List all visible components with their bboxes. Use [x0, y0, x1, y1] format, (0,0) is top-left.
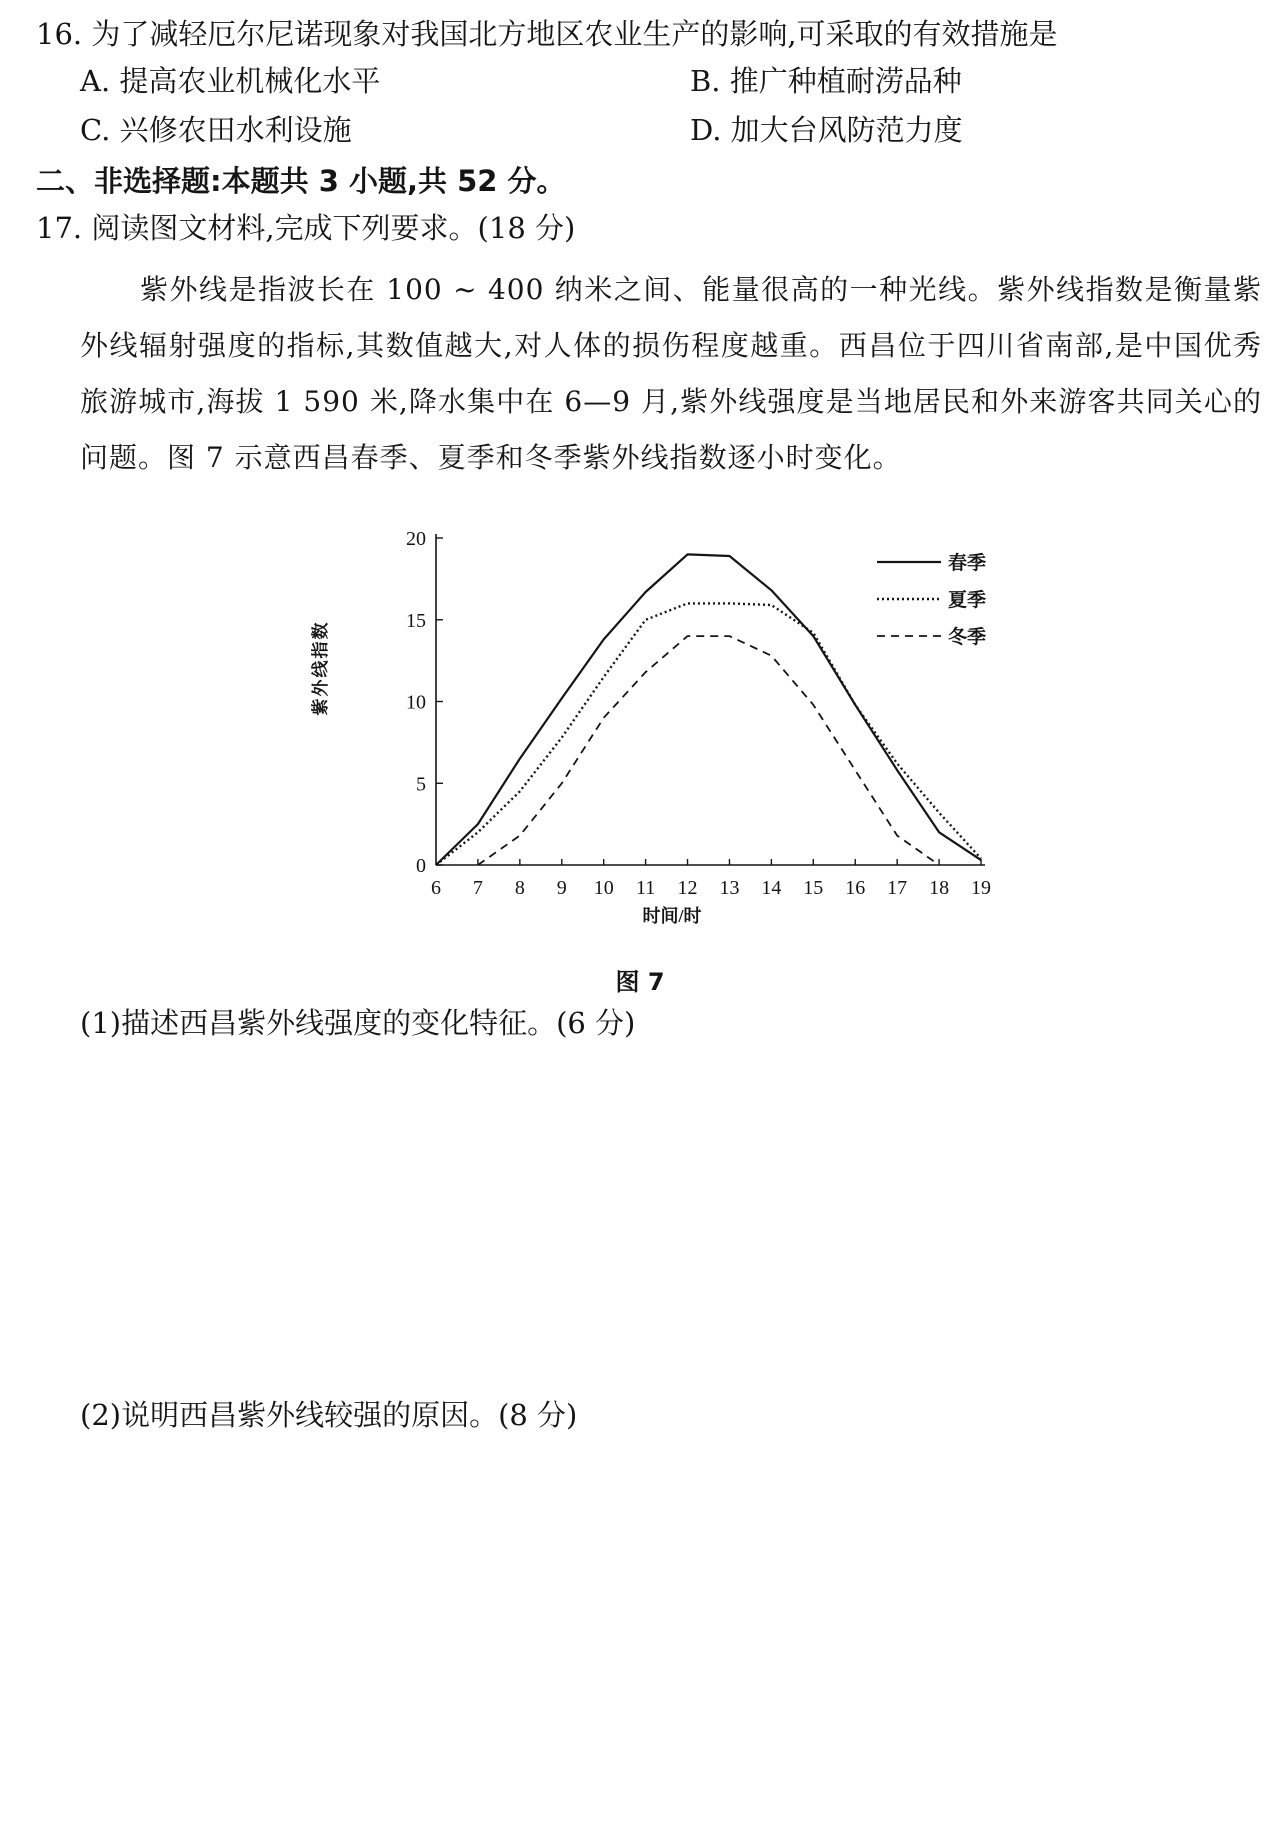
x-tick-label: 19 [971, 877, 991, 899]
x-tick-label: 10 [593, 877, 614, 899]
chart-series [436, 554, 981, 865]
x-tick-label: 8 [514, 877, 525, 899]
x-tick-label: 18 [929, 877, 950, 899]
legend-label: 冬季 [948, 626, 987, 648]
q17-material-paragraph: 紫外线是指波长在 100 ~ 400 纳米之间、能量很高的一种光线。紫外线指数是衡量紫外线辐射强度的指标,其数值越大,对人体的损伤程度越重。西昌位于四川省南部,是中国优秀旅游城市,海拔 1 590 米,降水集中在 6—9 月,紫外线强度是当地居民和外来游客共同关心的问题。图 7 示意西昌春季、夏季和冬季紫外线指数逐小时变化。 [80, 273, 1262, 474]
q16-option-d: D. 加大台风防范力度 [690, 113, 963, 147]
q17-sub-question-2: (2)说明西昌紫外线较强的原因。(8 分) [80, 1398, 578, 1432]
chart-legend [877, 551, 986, 648]
x-tick-label: 16 [845, 877, 866, 899]
x-tick-label: 6 [431, 877, 441, 899]
q16-option-c: C. 兴修农田水利设施 [80, 113, 352, 147]
figure-caption: 图 7 [615, 968, 665, 996]
x-tick-label: 12 [677, 877, 698, 899]
x-tick-label: 15 [803, 877, 824, 899]
y-tick-label: 20 [406, 528, 426, 550]
x-tick-label: 14 [761, 877, 782, 899]
uv-index-line-chart [311, 520, 1010, 940]
y-tick-label: 0 [416, 855, 426, 877]
section-heading: 二、非选择题:本题共 3 小题,共 52 分。 [36, 164, 566, 198]
q16-stem: 16. 为了减轻厄尔尼诺现象对我国北方地区农业生产的影响,可采取的有效措施是 [36, 17, 1058, 51]
q16-option-b: B. 推广种植耐涝品种 [690, 64, 962, 98]
legend-label: 春季 [948, 552, 987, 574]
q16-option-a: A. 提高农业机械化水平 [80, 64, 381, 98]
y-tick-label: 15 [406, 609, 426, 632]
x-tick-label: 17 [887, 877, 908, 899]
x-tick-label: 11 [635, 877, 656, 899]
x-tick-label: 13 [719, 877, 740, 899]
q17-sub-question-1: (1)描述西昌紫外线强度的变化特征。(6 分) [80, 1006, 636, 1040]
series-line-dashed [478, 636, 939, 865]
y-axis-label: 紫外线指数 [311, 620, 330, 716]
legend-label: 夏季 [948, 589, 987, 611]
chart-axes [406, 528, 991, 899]
y-tick-label: 5 [416, 773, 426, 796]
series-line-solid [436, 554, 981, 865]
x-tick-label: 9 [556, 877, 567, 899]
q17-stem: 17. 阅读图文材料,完成下列要求。(18 分) [36, 211, 576, 245]
y-tick-label: 10 [406, 691, 426, 714]
series-line-dotted [436, 603, 981, 865]
x-tick-label: 7 [472, 877, 483, 899]
x-axis-label: 时间/时 [642, 906, 702, 926]
